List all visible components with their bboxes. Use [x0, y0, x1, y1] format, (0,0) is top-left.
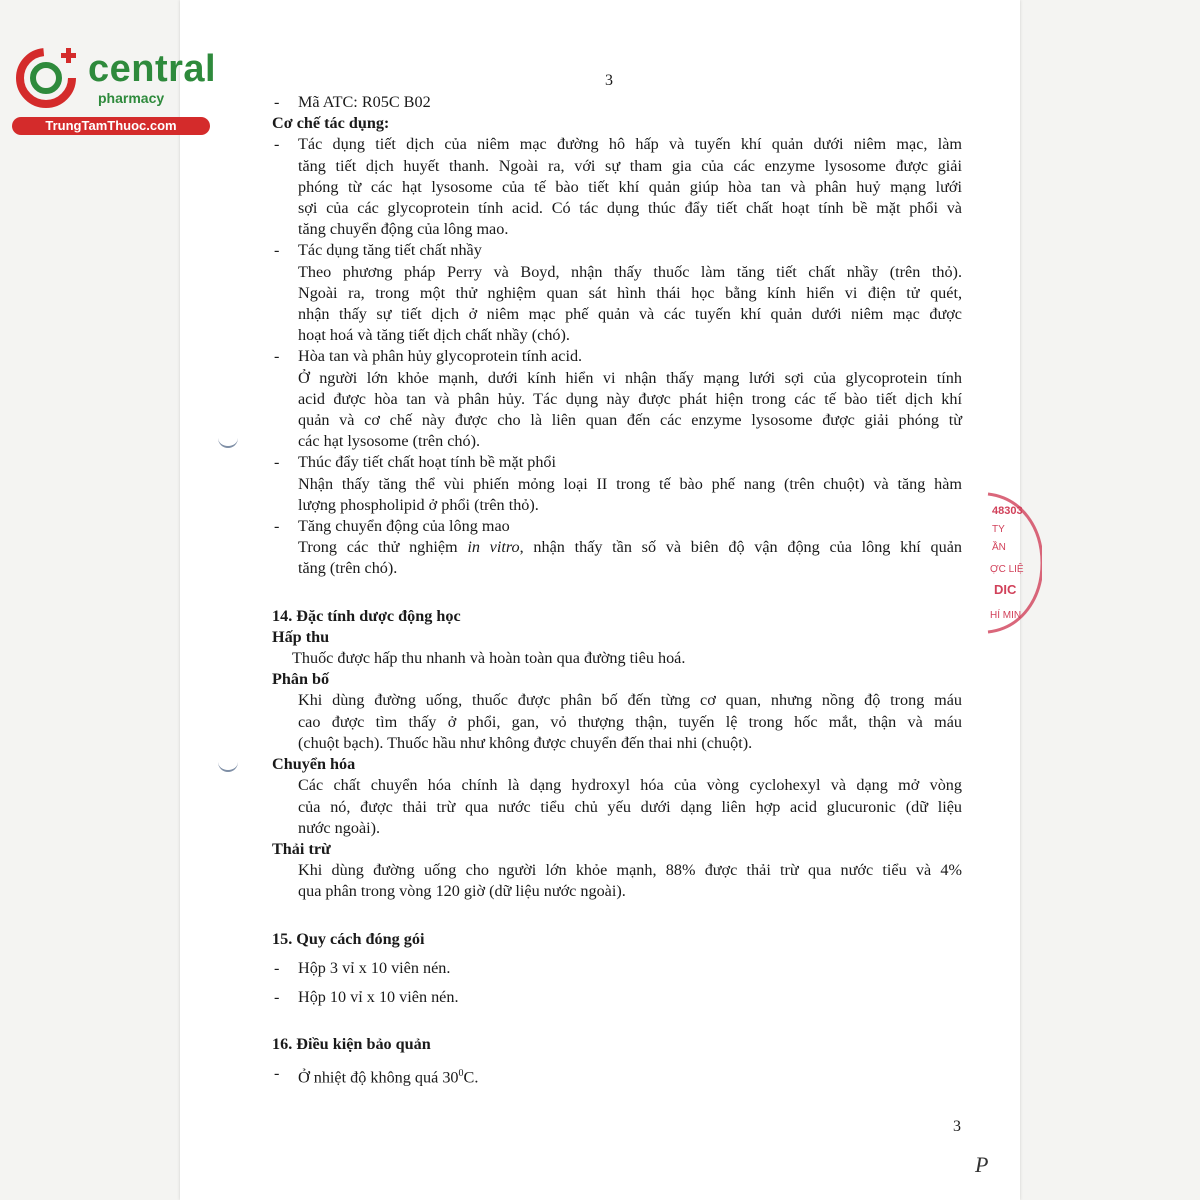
elimination-title: Thải trừ: [272, 839, 331, 858]
distribution-title: Phân bố: [272, 670, 330, 689]
svg-text:48303: 48303: [992, 505, 1023, 517]
page-number-top: 3: [605, 72, 613, 89]
logo-mark-icon: [10, 38, 90, 118]
distribution-text: Khi dùng đường uống, thuốc được phân bố đến từng cơ quan, nhưng nồng độ trong máu cao được tìm thấy ở phổi, gan, vỏ thượng thận, tuyến lệ trong hốc mắt, thận và máu (chuột bạch). Thuốc hầu như không được chuyển đến thai nhi (chuột).: [298, 691, 962, 752]
mechanism-bullet-1: - Tác dụng tiết dịch của niêm mạc đường hô hấp và tuyến khí quản dưới niêm mạc, làm tăng tiết dịch huyết thanh. Ngoài ra, với sự tham gia của các enzyme lysosome được giải phóng từ các hạt lysosome của tế bào tiết khí quản giúp hòa tan và phân huỷ mạng lưới sợi của các glycoprotein tính acid. Có tác dụng thúc đẩy tiết chất hoạt tính bề mặt phổi và tăng chuyển động của lông mao.: [272, 134, 962, 240]
packaging-item: - Hộp 10 vỉ x 10 viên nén.: [272, 987, 962, 1008]
svg-text:ỢC LIỆ: ỢC LIỆ: [990, 564, 1024, 575]
absorption-text: Thuốc được hấp thu nhanh và hoàn toàn qua đường tiêu hoá.: [292, 649, 686, 668]
site-badge[interactable]: TrungTamThuoc.com: [12, 117, 210, 135]
mechanism-bullet-5: - Tăng chuyển động của lông mao Trong các thử nghiệm in vitro, nhận thấy tần số và biên độ vận động của lông khí quản tăng (trên chó).: [272, 516, 962, 580]
svg-text:TY: TY: [992, 524, 1005, 535]
signature: P: [975, 1152, 989, 1177]
storage-item: - Ở nhiệt độ không quá $30^0C$.: [272, 1063, 962, 1089]
section-16-title: 16. Điều kiện bảo quản: [272, 1035, 431, 1054]
mechanism-bullet-3: - Hòa tan và phân hủy glycoprotein tính acid. Ở người lớn khỏe mạnh, dưới kính hiển vi nhận thấy mạng lưới sợi của glycoprotein tính acid được hòa tan và phân hủy. Tác dụng này được phát hiện trong các tế bào tiết dịch khí quản và cơ chế này được cho là liên quan đến các enzyme lysosome được giải phóng từ các hạt lysosome (trên chó).: [272, 346, 962, 452]
svg-text:DIC: DIC: [994, 582, 1017, 597]
packaging-item: - Hộp 3 vỉ x 10 viên nén.: [272, 958, 962, 979]
mechanism-bullet-2: - Tác dụng tăng tiết chất nhầy Theo phương pháp Perry và Boyd, nhận thấy thuốc làm tăng tiết chất nhầy (trên thỏ). Ngoài ra, trong một thử nghiệm quan sát hình thái học bằng kính hiển vi điện tử quét, nhận thấy sự tiết dịch ở niêm mạc phế quản và các tuyến khí quản dưới niêm mạc được hoạt hoá và tăng tiết dịch chất nhầy (chó).: [272, 240, 962, 346]
svg-text:HÍ MIN: HÍ MIN: [990, 610, 1022, 621]
atc-code: - Mã ATC: R05C B02: [272, 92, 962, 113]
official-stamp: [982, 488, 1042, 638]
metabolism-title: Chuyển hóa: [272, 755, 356, 774]
absorption-title: Hấp thu: [272, 627, 330, 646]
brand-sub: pharmacy: [98, 90, 165, 106]
mechanism-title: Cơ chế tác dụng:: [272, 114, 390, 133]
page-number-bottom: 3: [953, 1118, 961, 1135]
svg-text:ẦN: ẦN: [992, 542, 1006, 553]
section-14-title: 14. Đặc tính dược động học: [272, 606, 461, 625]
section-15-title: 15. Quy cách đóng gói: [272, 929, 425, 948]
elimination-text: Khi dùng đường uống cho người lớn khỏe mạnh, 88% được thải trừ qua nước tiểu và 4% qua phân trong vòng 120 giờ (dữ liệu nước ngoài).: [298, 861, 962, 901]
document-body: [272, 92, 962, 1089]
mechanism-bullet-4: - Thúc đẩy tiết chất hoạt tính bề mặt phổi Nhận thấy tăng thể vùi phiến mỏng loại II trong tế bào phế nang (trên chuột) và tăng hàm lượng phospholipid ở phổi (trên thỏ).: [272, 452, 962, 516]
metabolism-text: Các chất chuyển hóa chính là dạng hydroxyl hóa của vòng cyclohexyl và dạng mở vòng của nó, được thải trừ qua nước tiểu chủ yếu dưới dạng liên hợp acid glucuronic (dữ liệu nước ngoài).: [298, 776, 962, 837]
brand-name: central: [88, 48, 217, 90]
